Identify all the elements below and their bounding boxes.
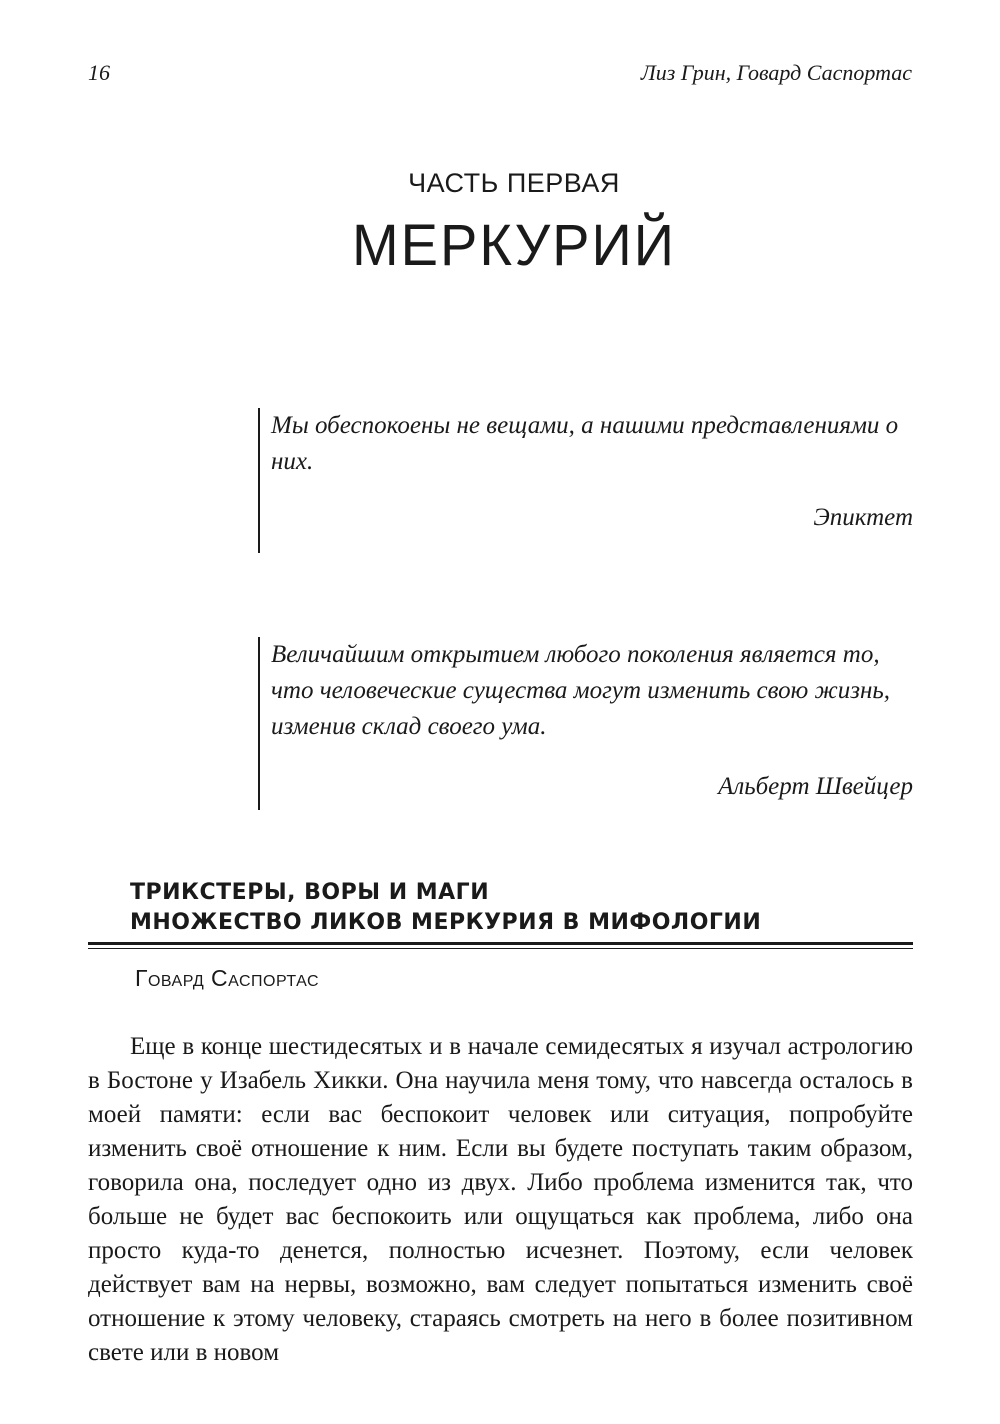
heading-rule-thick <box>88 942 913 945</box>
body-paragraph: Еще в конце шестидесятых и в начале семидесятых я изучал астрологию в Бостоне у Изабель Хикки. Она научила меня тому, что навсегда осталось в моей памяти: если вас беспокоит человек или ситуация, попробуйте изменить своё отношение к ним. Если вы будете поступать таким образом, говорила она, последует одно из двух. Либо проблема изменится так, что больше не будет вас беспокоить или ощущаться как проблема, либо она просто куда-то денется, полностью исчезнет. Поэтому, если человек действует вам на нервы, возможно, вам следует попытаться изменить своё отношение к этому человеку, стараясь смотреть на него в более позитивном свете или в новом <box>88 1033 913 1366</box>
epigraph <box>258 637 913 810</box>
part-label: ЧАСТЬ ПЕРВАЯ <box>408 168 620 198</box>
chapter-heading <box>130 878 920 938</box>
chapter-title-line: ТРИКСТЕРЫ, ВОРЫ И МАГИ <box>130 880 490 905</box>
page-number: 16 <box>88 60 110 85</box>
epigraph-author: Альберт Швейцер <box>718 773 913 800</box>
epigraph <box>258 408 913 553</box>
epigraph-author: Эпиктет <box>813 504 913 531</box>
running-head: Лиз Грин, Говард Саспортас <box>640 60 912 85</box>
heading-rule-thin <box>88 948 913 949</box>
epigraph-text: Мы обеспокоены не вещами, а нашими представлениями о них. <box>271 412 899 475</box>
part-title: МЕРКУРИЙ <box>351 211 677 278</box>
chapter-author: Говард Саспортас <box>135 965 320 991</box>
chapter-subtitle-line: МНОЖЕСТВО ЛИКОВ МЕРКУРИЯ В МИФОЛОГИИ <box>130 910 762 935</box>
epigraph-text: Величайшим открытием любого поколения является то, что человеческие существа могут изменить свою жизнь, изменив склад своего ума. <box>271 641 891 740</box>
